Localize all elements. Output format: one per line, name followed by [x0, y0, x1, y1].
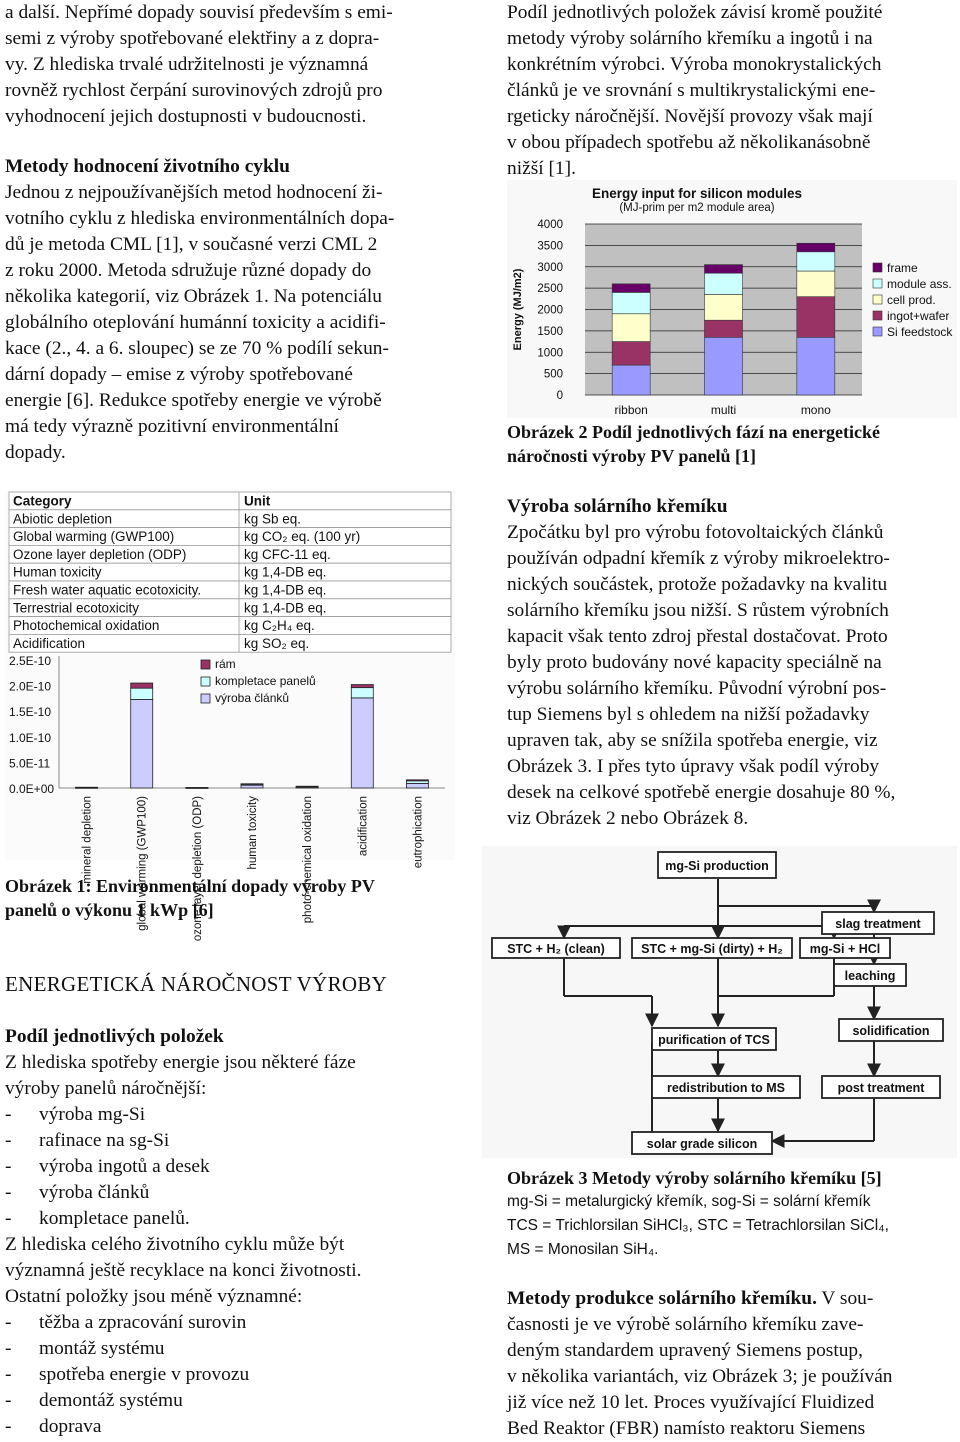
bar-segment	[797, 252, 835, 271]
methods-heading: Metody produkce solárního křemíku.	[507, 1288, 817, 1309]
intro-line: metody výroby solárního křemíku a ingotů i na	[507, 28, 873, 49]
x-tick-label: acidification	[357, 796, 370, 857]
x-tick-label: mono	[800, 403, 831, 417]
methods-line: V sou-	[816, 1288, 874, 1309]
methods-line: v několika variantách, viz Obrázek 3; je používán	[507, 1366, 893, 1387]
intro-line: článků je ve srovnání s multikrystalickými ene-	[507, 80, 876, 101]
figure-3-caption-title: Obrázek 3 Metody výroby solárního křemíku [5]	[507, 1168, 882, 1188]
recycle-line: významná ještě recyklace na konci životnosti.	[5, 1260, 362, 1281]
lca-line: několika kategorií, viz Obrázek 1. Na potenciálu	[5, 286, 382, 307]
figure-2	[507, 180, 957, 418]
methods-line: časnosti je ve výrobě solárního křemíku zave-	[507, 1314, 864, 1335]
solar-si-line: byly proto budovány nové kapacity speciálně na	[507, 652, 882, 673]
table-cell-category: Acidification	[13, 635, 86, 651]
table-cell-unit: kg CO₂ eq. (100 yr)	[244, 529, 361, 545]
items-intro-line: výroby panelů náročnější:	[5, 1078, 207, 1099]
lca-line: dopady.	[5, 442, 66, 463]
process-box-label: leaching	[844, 969, 896, 983]
y-tick-label: 500	[543, 368, 563, 381]
list-item: - výroba článků	[5, 1180, 455, 1206]
y-tick-label: 3500	[537, 240, 563, 253]
recycle-line: Ostatní položky jsou méně významné:	[5, 1286, 303, 1307]
energy-input-chart	[507, 180, 957, 418]
process-box-label: mg-Si + HCl	[809, 942, 881, 956]
lca-line: Jednou z nejpoužívanějších metod hodnocení ži-	[5, 182, 383, 203]
process-box-label: redistribution to MS	[666, 1081, 786, 1095]
process-box-label: solar grade silicon	[646, 1137, 758, 1151]
table-cell-unit: kg 1,4-DB eq.	[244, 582, 327, 598]
y-axis-label: Energy (MJ/m2)	[512, 268, 524, 351]
table-cell-category: Human toxicity	[13, 564, 102, 580]
intro-line: vy. Z hlediska trvalé udržitelnosti je významná	[5, 54, 369, 75]
figure-1-caption	[5, 874, 455, 922]
lca-line: dů je metoda CML [1], v současné verzi CML 2	[5, 234, 378, 255]
y-tick-label: 4000	[537, 219, 563, 231]
intro-line: semi z výroby spotřebované elektřiny a z dopra-	[5, 28, 380, 49]
process-box-label: STC + mg-Si (dirty) + H₂	[641, 942, 783, 956]
figure-2-caption	[507, 420, 957, 468]
intro-line: a další. Nepřímé dopady souvisí především s emi-	[5, 2, 393, 23]
bar-segment	[241, 785, 263, 788]
legend-label: rám	[215, 657, 236, 671]
table-cell-category: Global warming (GWP100)	[13, 529, 175, 545]
figure-2-caption-line: náročnosti výroby PV panelů [1]	[507, 446, 757, 466]
figure-1-caption-line: Obrázek 1: Environmentální dopady výroby PV	[5, 876, 375, 896]
solar-si-line: upraven tak, aby se snížila spotřeba energie, viz	[507, 730, 878, 751]
bar-segment	[131, 688, 153, 699]
section-heading: ENERGETICKÁ NÁROČNOST VÝROBY	[5, 972, 388, 996]
bar-segment	[241, 784, 263, 785]
x-tick-label: multi	[710, 403, 737, 417]
bar-segment	[612, 314, 650, 342]
table-cell-unit: kg Sb eq.	[244, 511, 302, 527]
process-box-label: slag treatment	[835, 917, 921, 931]
solar-si-line: používán odpadní křemík z výroby mikroelektro-	[507, 548, 890, 569]
bar-segment	[406, 783, 428, 788]
bar-segment	[612, 342, 650, 366]
lca-line: dární dopady – emise z výroby spotřebované	[5, 364, 353, 385]
figure-3	[482, 846, 957, 1158]
legend-label: výroba článků	[215, 691, 290, 705]
table-header-category: Category	[13, 493, 72, 509]
x-tick-label: ozone layer depletion (ODP)	[191, 796, 204, 942]
solar-si-line: tup Siemens byl s ohledem na nižší požadavky	[507, 704, 870, 725]
y-tick-label: 0	[556, 390, 563, 402]
figure-3-caption	[507, 1166, 957, 1262]
y-tick-label: 2000	[537, 304, 563, 317]
lca-heading: Metody hodnocení životního cyklu	[5, 156, 290, 177]
solar-si-line: desek na celkové spotřebě energie dosahuje 80 %,	[507, 782, 896, 803]
methods-first-line	[507, 1286, 957, 1312]
table-cell-unit: kg 1,4-DB eq.	[244, 564, 327, 580]
lca-line: má tedy výrazně pozitivní environmentální	[5, 416, 339, 437]
intro-paragraph	[5, 0, 455, 130]
figure-3-diagram	[482, 846, 957, 1158]
legend-label: cell prod.	[887, 293, 936, 307]
legend-swatch	[873, 263, 882, 272]
intro-line: v obou případech spotřebu až několikanásobně	[507, 132, 871, 153]
items-section	[5, 1024, 455, 1440]
legend-swatch	[201, 694, 210, 703]
bar-segment	[131, 699, 153, 788]
x-tick-label: photo-chemical oxidation	[302, 796, 315, 924]
solar-si-line: kapacit však tento zdroj přestal dostačovat. Proto	[507, 626, 888, 647]
bar-segment	[131, 683, 153, 688]
bar-segment	[797, 243, 835, 252]
methods-line: Bed Reaktor (FBR) namísto reaktoru Siemens	[507, 1418, 866, 1439]
bar-segment	[76, 787, 98, 788]
lca-section	[5, 154, 455, 466]
x-tick-label: eutrophication	[412, 796, 425, 869]
methods-section	[507, 1286, 957, 1442]
table-cell-unit: kg SO₂ eq.	[244, 635, 310, 651]
solar-si-line: nických součástek, protože požadavky na kvalitu	[507, 574, 888, 595]
solar-si-line: viz Obrázek 2 nebo Obrázek 8.	[507, 808, 749, 829]
bar-segment	[296, 786, 318, 787]
figure-3-note: TCS = Trichlorsilan SiHCl₃, STC = Tetrachlorsilan SiCl₄,	[507, 1217, 889, 1234]
table-cell-category: Abiotic depletion	[13, 511, 113, 527]
list-item: - spotřeba energie v provozu	[5, 1362, 455, 1388]
energy-section	[5, 970, 455, 998]
other-items-list	[5, 1310, 455, 1440]
bar-segment	[797, 337, 835, 395]
process-box-label: purification of TCS	[658, 1033, 770, 1047]
x-tick-label: human toxicity	[247, 796, 259, 870]
figure-3-note: MS = Monosilan SiH₄.	[507, 1241, 659, 1258]
lca-line: votního cyklu z hlediska environmentálních dopa-	[5, 208, 395, 229]
figure-2-caption-line: Obrázek 2 Podíl jednotlivých fází na energetické	[507, 422, 880, 442]
y-tick-label: 1.5E-10	[9, 705, 52, 720]
intro-line: Podíl jednotlivých položek závisí kromě použité	[507, 2, 883, 23]
list-item: - rafinace na sg-Si	[5, 1128, 455, 1154]
process-box-label: post treatment	[837, 1081, 925, 1095]
y-tick-label: 1.0E-10	[9, 730, 52, 745]
legend-swatch	[873, 311, 882, 320]
y-tick-label: 2.0E-10	[9, 679, 52, 694]
x-tick-label: mineral depletion	[81, 796, 94, 884]
legend-swatch	[873, 327, 882, 336]
bar-segment	[705, 320, 743, 337]
bar-segment	[797, 297, 835, 338]
recycle-line: Z hlediska celého životního cyklu může být	[5, 1234, 345, 1255]
bar-segment	[705, 295, 743, 321]
y-tick-label: 1500	[537, 325, 563, 338]
table-cell-category: Fresh water aquatic ecotoxicity.	[13, 582, 202, 598]
bar-segment	[612, 365, 650, 395]
y-tick-label: 1000	[537, 347, 563, 360]
bar-segment	[406, 780, 428, 781]
legend-label: kompletace panelů	[215, 674, 316, 688]
methods-line: již více než 10 let. Proces využívající Fluidized	[507, 1392, 875, 1413]
methods-line: deným standardem upravený Siemens postup,	[507, 1340, 863, 1361]
legend-swatch	[201, 677, 210, 686]
process-box-label: solidification	[852, 1024, 930, 1038]
y-tick-label: 2500	[537, 283, 563, 296]
legend-label: module ass.	[887, 277, 952, 291]
legend-label: frame	[887, 261, 918, 275]
intro-line: vyhodnocení jejich dostupnosti v budoucnosti.	[5, 106, 367, 127]
intro-line: rovněž rychlost čerpání surovinových zdrojů pro	[5, 80, 383, 101]
solar-si-line: výrobu solárního křemíku. Původní výrobní pos-	[507, 678, 887, 699]
figure-3-note: mg-Si = metalurgický křemík, sog-Si = solární křemík	[507, 1193, 871, 1210]
bar-segment	[351, 685, 373, 688]
table-cell-unit: kg CFC-11 eq.	[244, 546, 331, 562]
chart-title: Energy input for silicon modules	[591, 186, 803, 201]
x-tick-label: ribbon	[614, 403, 648, 417]
energy-items-list	[5, 1102, 455, 1232]
chart-subtitle: (MJ-prim per m2 module area)	[619, 202, 775, 214]
bar-segment	[705, 273, 743, 294]
list-item: - montáž systému	[5, 1336, 455, 1362]
process-box-label: mg-Si production	[665, 859, 769, 873]
bar-segment	[612, 284, 650, 293]
intro-line: nižší [1].	[507, 158, 576, 179]
legend-label: Si feedstock	[887, 325, 953, 339]
lca-line: globálního oteplování humánní toxicity a acidifi-	[5, 312, 386, 333]
lca-line: z roku 2000. Metoda sdružuje různé dopady do	[5, 260, 372, 281]
items-intro-line: Z hlediska spotřeby energie jsou některé fáze	[5, 1052, 356, 1073]
bar-segment	[797, 271, 835, 297]
intro-line: konkrétním výrobci. Výroba monokrystalických	[507, 54, 882, 75]
x-tick-label: global warming (GWP100)	[136, 796, 149, 931]
table-cell-category: Terrestrial ecotoxicity	[13, 600, 140, 616]
bar-segment	[351, 688, 373, 698]
bar-segment	[351, 698, 373, 788]
solar-si-line: Obrázek 3. I přes tyto úpravy však podíl výroby	[507, 756, 880, 777]
figure-1-caption-line: panelů o výkonu 1 kWp [6]	[5, 900, 214, 920]
y-tick-label: 5.0E-11	[9, 756, 51, 771]
list-item: - výroba mg-Si	[5, 1102, 455, 1128]
table-cell-unit: kg C₂H₄ eq.	[244, 618, 315, 634]
solar-si-line: Zpočátku byl pro výrobu fotovoltaických článků	[507, 522, 884, 543]
y-tick-label: 0.0E+00	[9, 782, 55, 796]
right-intro-paragraph	[507, 0, 957, 182]
table-header-unit: Unit	[244, 493, 271, 509]
solar-si-section	[507, 494, 957, 832]
solar-si-line: solárního křemíku jsou nižší. S růstem výrobních	[507, 600, 889, 621]
table-cell-category: Ozone layer depletion (ODP)	[13, 546, 187, 562]
intro-line: rgeticky náročnější. Novější provozy však mají	[507, 106, 873, 127]
bar-segment	[186, 788, 208, 789]
legend-label: ingot+wafer	[887, 309, 950, 323]
list-item: - výroba ingotů a desek	[5, 1154, 455, 1180]
legend-swatch	[873, 295, 882, 304]
list-item: - těžba a zpracování surovin	[5, 1310, 455, 1336]
legend-swatch	[201, 660, 210, 669]
table-cell-unit: kg 1,4-DB eq.	[244, 600, 327, 616]
solar-si-heading: Výroba solárního křemíku	[507, 496, 728, 517]
bar-segment	[705, 337, 743, 395]
legend-swatch	[873, 279, 882, 288]
table-cell-category: Photochemical oxidation	[13, 618, 160, 634]
lca-line: kace (2., 4. a 6. sloupec) se ze 70 % podílí sekun-	[5, 338, 389, 359]
bar-segment	[612, 292, 650, 313]
bar-segment	[705, 265, 743, 274]
list-item: - doprava	[5, 1414, 455, 1440]
items-heading: Podíl jednotlivých položek	[5, 1026, 224, 1047]
table-row	[9, 492, 451, 510]
list-item: - kompletace panelů.	[5, 1206, 455, 1232]
lca-line: energie [6]. Redukce spotřeby energie ve výrobě	[5, 390, 382, 411]
y-tick-label: 2.5E-10	[9, 654, 52, 668]
impact-category-table	[9, 492, 451, 652]
y-tick-label: 3000	[537, 261, 563, 274]
list-item: - demontáž systému	[5, 1388, 455, 1414]
process-box-label: STC + H₂ (clean)	[507, 942, 605, 956]
